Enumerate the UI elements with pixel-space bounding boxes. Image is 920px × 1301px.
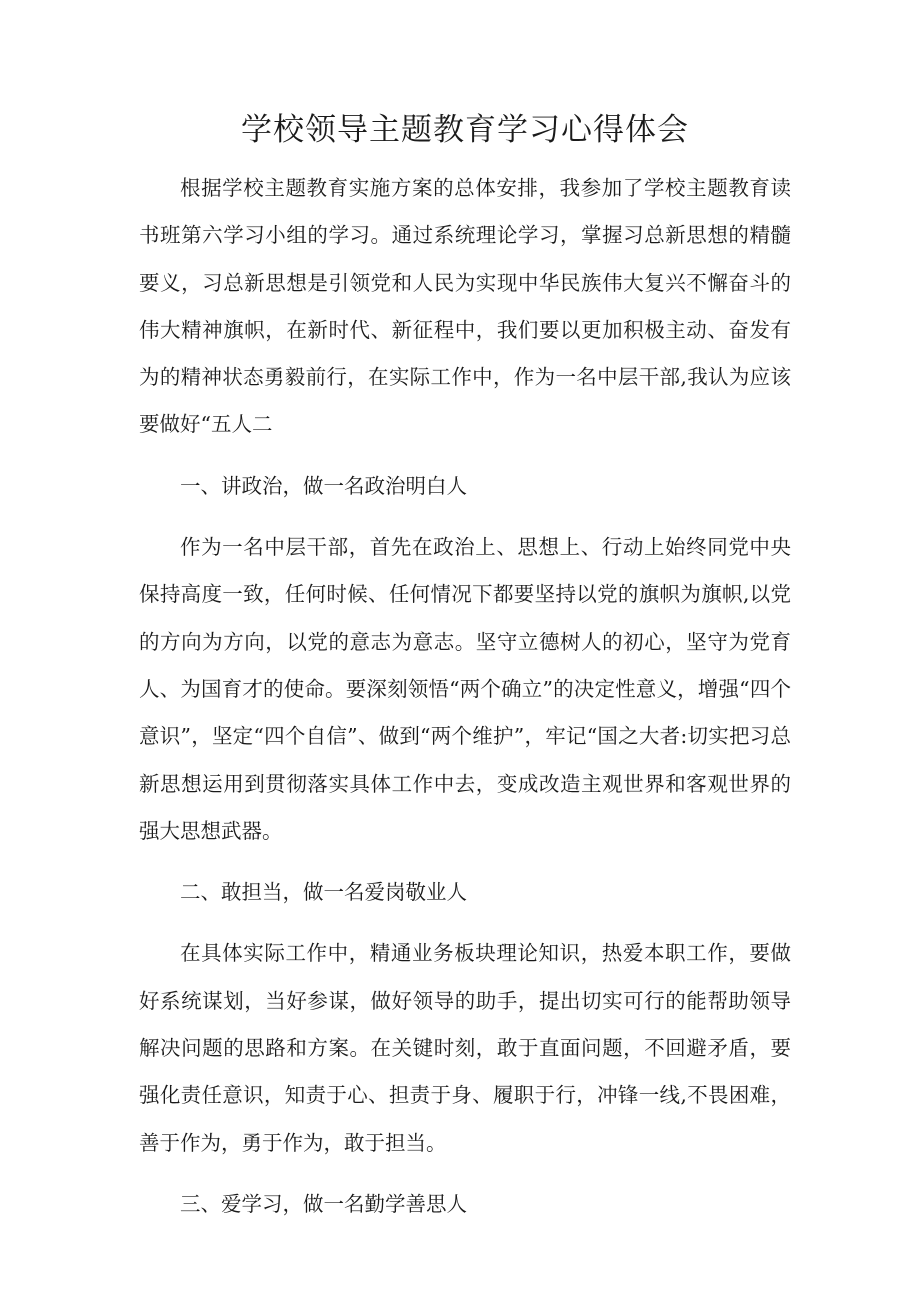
section-1-paragraph: 作为一名中层干部，首先在政治上、思想上、行动上始终同党中央保持高度一致，任何时候、任何情况下都要坚持以党的旗帜为旗帜,以党的方向为方向，以党的意志为意志。坚守立德树人的初心，坚守为党育人、为国育才的使命。要深刻领悟“两个确立”的决定性意义，增强“四个意识”，坚定“四个自信”、做到“两个维护”，牢记“国之大者:切实把习总新思想运用到贯彻落实具体工作中去，变成改造主观世界和客观世界的强大思想武器。 <box>139 535 791 843</box>
section-2-paragraph: 在具体实际工作中，精通业务板块理论知识，热爱本职工作，要做好系统谋划，当好参谋，做好领导的助手，提出切实可行的能帮助领导解决问题的思路和方案。在关键时刻，敢于直面问题，不回避矛盾，要强化责任意识，知责于心、担责于身、履职于行，冲锋一线,不畏困难，善于作为，勇于作为，敢于担当。 <box>139 941 791 1155</box>
document-body <box>139 165 791 1242</box>
section-heading-1: 一、讲政治，做一名政治明白人 <box>180 473 467 498</box>
section-heading-2: 二、敢担当，做一名爱岗敬业人 <box>180 880 467 905</box>
document-title: 学校领导主题教育学习心得体会 <box>241 112 689 148</box>
section-heading-3: 三、爱学习，做一名勤学善思人 <box>180 1191 467 1216</box>
intro-paragraph: 根据学校主题教育实施方案的总体安排，我参加了学校主题教育读书班第六学习小组的学习。通过系统理论学习，掌握习总新思想的精髓要义，习总新思想是引领党和人民为实现中华民族伟大复兴不懈奋斗的伟大精神旗帜，在新时代、新征程中，我们要以更加积极主动、奋发有为的精神状态勇毅前行，在实际工作中，作为一名中层干部,我认为应该要做好“五人二 <box>139 176 791 437</box>
